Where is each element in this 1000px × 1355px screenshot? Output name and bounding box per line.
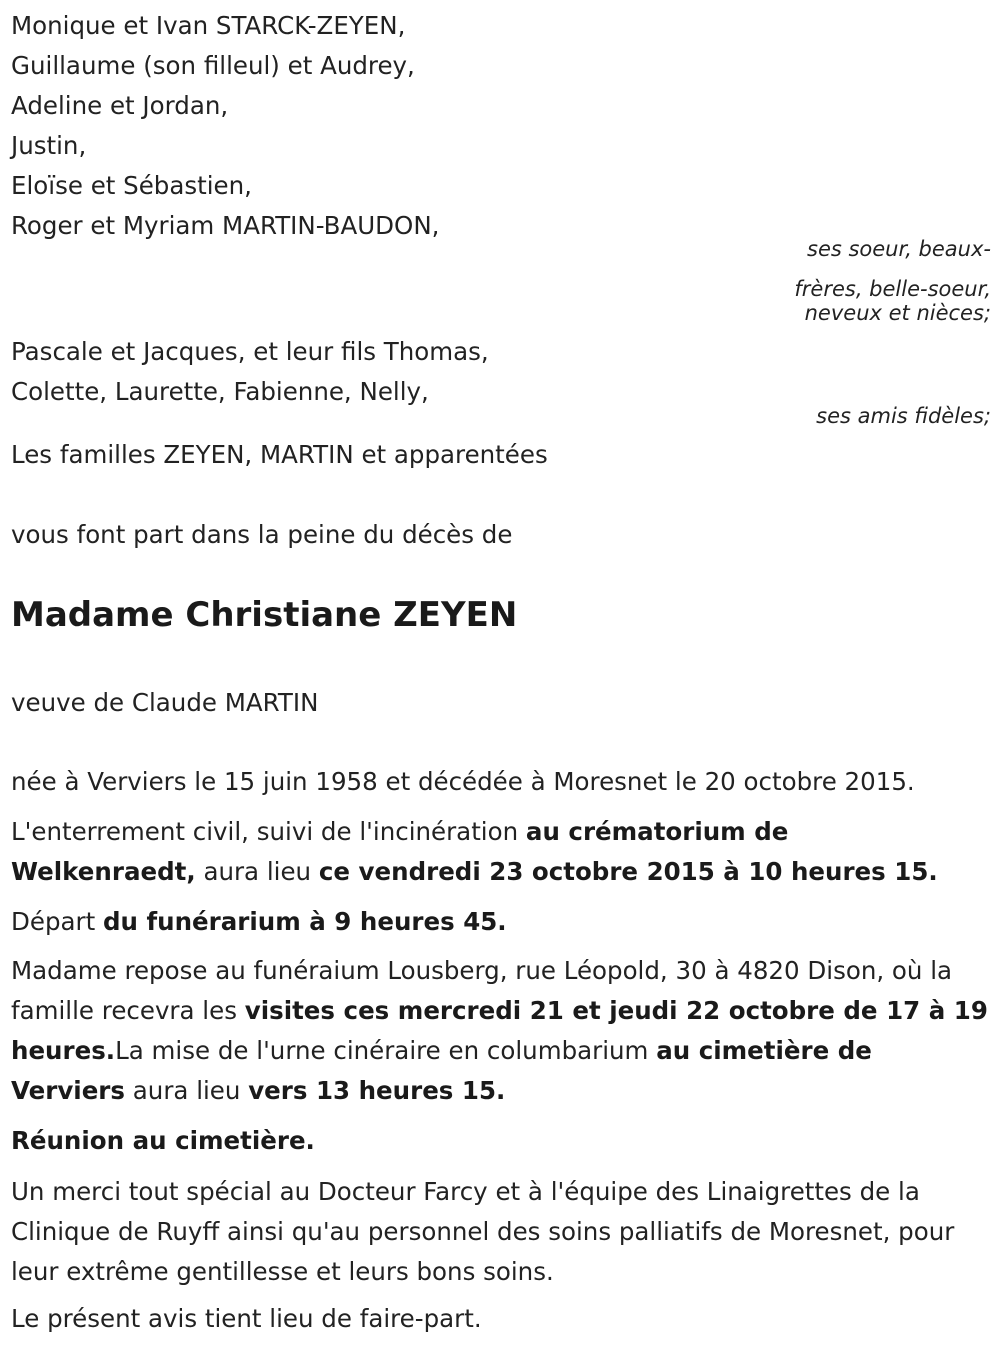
family-line: Roger et Myriam MARTIN-BAUDON,: [11, 211, 440, 240]
departure-text: Départ: [11, 907, 103, 936]
family-line: Adeline et Jordan,: [11, 91, 229, 120]
family-line: Colette, Laurette, Fabienne, Nelly,: [11, 377, 429, 406]
urn-text: La mise de l'urne cinéraire en columbarium: [115, 1036, 657, 1065]
family-line: Guillaume (son filleul) et Audrey,: [11, 51, 415, 80]
departure-paragraph: [11, 902, 991, 942]
relation-1-line-3: neveux et nièces;: [804, 301, 991, 325]
family-line: Justin,: [11, 131, 87, 160]
family-group-2: [11, 332, 991, 412]
departure-time: du funérarium à 9 heures 45.: [102, 907, 507, 936]
relation-1-line-1: ses soeur, beaux-: [807, 237, 991, 261]
relation-1-line-2: frères, belle-soeur,: [794, 277, 991, 301]
funeral-place: au crématorium de Welkenraedt,: [11, 817, 789, 886]
funeral-text: aura lieu: [195, 857, 319, 886]
visits-times: visites ces mercredi 21 et jeudi 22 octobre de 17 à 19 heures.: [11, 996, 988, 1065]
announcement: vous font part dans la peine du décès de: [11, 520, 513, 549]
visits-text: Madame repose au funéraium Lousberg, rue Léopold, 30 à 4820 Dison, où la famille recevra les: [11, 956, 953, 1025]
urn-text: aura lieu: [124, 1076, 249, 1105]
family-line: Monique et Ivan STARCK-ZEYEN,: [11, 11, 406, 40]
birth-death: née à Verviers le 15 juin 1958 et décédée à Moresnet le 20 octobre 2015.: [11, 767, 915, 796]
meeting: [11, 1121, 315, 1161]
meeting-text: Réunion au cimetière.: [11, 1126, 315, 1155]
family-line: Pascale et Jacques, et leur fils Thomas,: [11, 337, 489, 366]
widow-of: veuve de Claude MARTIN: [11, 688, 319, 717]
visits-paragraph: [11, 951, 991, 1111]
deceased-name: Madame Christiane ZEYEN: [11, 595, 518, 635]
funeral-date: ce vendredi 23 octobre 2015 à 10 heures 15.: [318, 857, 938, 886]
relation-2: ses amis fidèles;: [816, 404, 991, 428]
family-line: Eloïse et Sébastien,: [11, 171, 252, 200]
urn-time: vers 13 heures 15.: [248, 1076, 506, 1105]
families: Les familles ZEYEN, MARTIN et apparentées: [11, 440, 548, 469]
urn-place: au cimetière de Verviers: [11, 1036, 872, 1105]
thanks-paragraph: Un merci tout spécial au Docteur Farcy et à l'équipe des Linaigrettes de la Clinique de Ruyff ainsi qu'au personnel des soins palliatifs de Moresnet, pour leur extrême gentillesse et leurs bons soins.: [11, 1177, 955, 1286]
family-group-1: [11, 6, 991, 246]
death-notice: [11, 0, 991, 1355]
funeral-paragraph: [11, 812, 946, 892]
closing: Le présent avis tient lieu de faire-part.: [11, 1304, 482, 1333]
funeral-text: L'enterrement civil, suivi de l'incinération: [11, 817, 526, 846]
